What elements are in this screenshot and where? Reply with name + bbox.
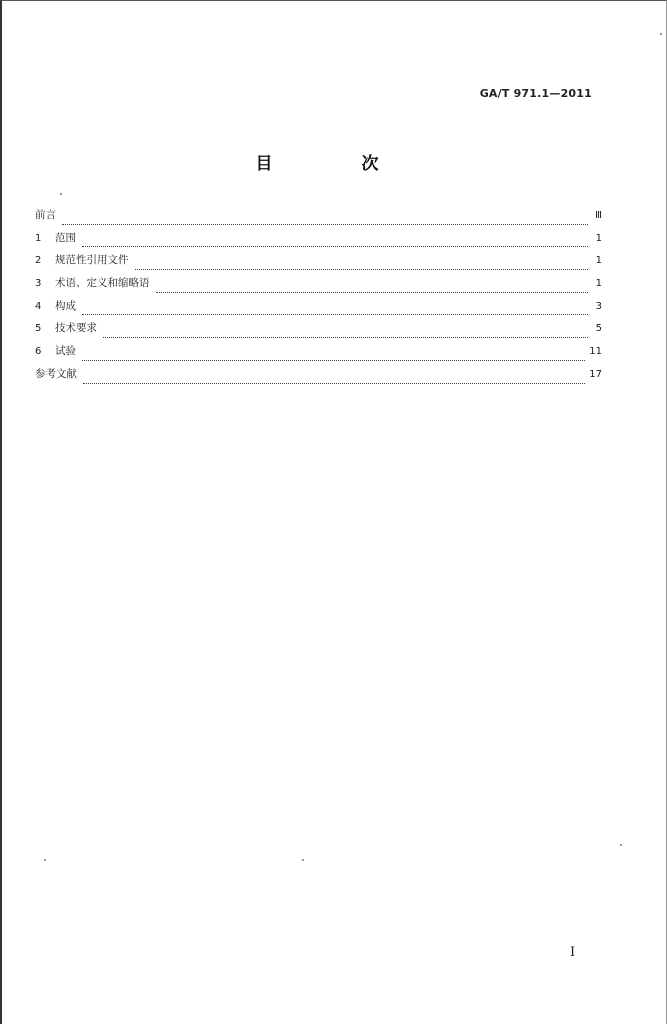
toc-entry-composition[interactable] <box>35 299 602 322</box>
scan-speck <box>60 193 62 195</box>
toc-entry-page: 1 <box>595 278 602 290</box>
toc-entry-number: 5 <box>35 323 42 335</box>
toc-entry-tests[interactable] <box>35 344 602 367</box>
toc-dot-leader <box>82 314 588 315</box>
toc-dot-leader <box>82 360 585 361</box>
toc-dot-leader <box>82 246 588 247</box>
toc-entry-title: 技术要求 <box>55 322 97 335</box>
toc-entry-title: 前言 <box>35 209 56 221</box>
page-number: I <box>570 945 576 960</box>
toc-entry-title: 试验 <box>55 345 76 358</box>
toc-entry-number: 2 <box>35 255 42 267</box>
toc-entry-number: 4 <box>35 300 42 312</box>
toc-entry-number: 6 <box>35 346 42 358</box>
table-of-contents <box>35 208 602 390</box>
toc-entry-title: 范围 <box>55 231 76 244</box>
scan-speck <box>620 844 622 846</box>
toc-entry-page: 1 <box>595 232 602 244</box>
toc-entry-technical-requirements[interactable] <box>35 321 602 344</box>
toc-dot-leader <box>156 292 589 293</box>
toc-dot-leader <box>83 383 585 384</box>
toc-entry-title: 构成 <box>55 299 76 312</box>
toc-entry-bibliography[interactable] <box>35 367 602 390</box>
toc-dot-leader <box>103 337 588 338</box>
toc-entry-page: 17 <box>589 368 602 380</box>
toc-entry-page: 5 <box>595 323 602 335</box>
toc-entry-scope[interactable] <box>35 231 602 254</box>
toc-entry-page: 11 <box>589 346 602 358</box>
toc-heading: 目 次 <box>255 154 415 174</box>
scan-speck <box>302 859 304 861</box>
toc-entry-number: 1 <box>35 232 42 244</box>
toc-entry-title: 规范性引用文件 <box>55 254 129 267</box>
toc-entry-terms-definitions[interactable] <box>35 276 602 299</box>
scan-speck <box>660 33 662 35</box>
toc-dot-leader <box>135 269 589 270</box>
toc-entry-foreword[interactable] <box>35 208 602 231</box>
toc-entry-title: 术语、定义和缩略语 <box>55 277 150 290</box>
standard-code: GA/T 971.1—2011 <box>479 87 592 100</box>
toc-dot-leader <box>62 224 588 225</box>
toc-entry-page: 1 <box>595 255 602 267</box>
toc-entry-number: 3 <box>35 278 42 290</box>
scan-speck <box>44 859 46 861</box>
toc-entry-page: 3 <box>595 300 602 312</box>
toc-entry-title: 参考文献 <box>35 367 77 380</box>
toc-entry-page: Ⅲ <box>595 210 602 221</box>
toc-entry-normative-references[interactable] <box>35 253 602 276</box>
